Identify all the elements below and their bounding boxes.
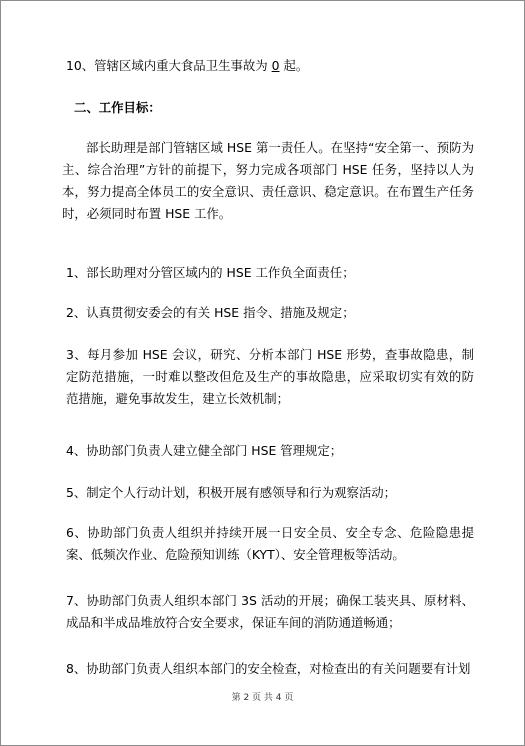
list-item-1: 1、部长助理对分管区域内的 HSE 工作负全面责任； (66, 265, 355, 280)
list-item-8: 8、协助部门负责人组织本部门的安全检查，对检查出的有关问题要有计划 (66, 661, 471, 676)
list-item-4: 4、协助部门负责人建立健全部门 HSE 管理规定； (66, 443, 343, 458)
list-item-6: 6、协助部门负责人组织并持续开展一日安全员、安全专念、危险隐患提案、低频次作业、危险预知训练（KYT）、安全管理板等活动。 (66, 525, 474, 562)
item-10-value: 0 (271, 58, 280, 73)
list-item-2: 2、认真贯彻安委会的有关 HSE 指令、措施及规定； (66, 305, 355, 320)
page-footer: 第 2 页 共 4 页 (231, 693, 294, 703)
list-item-5: 5、制定个人行动计划，积极开展有感领导和行为观察活动； (66, 485, 397, 500)
list-item-3: 3、每月参加 HSE 会议，研究、分析本部门 HSE 形势，查事故隐患，制定防范措施，一时难以整改但危及生产的事故隐患，应采取切实有效的防范措施，避免事故发生，建立长效机制； (66, 347, 474, 406)
intro-paragraph: 部长助理是部门管辖区域 HSE 第一责任人。在坚持“安全第一、预防为主、综合治理”方针的前提下，努力完成各项部门 HSE 任务，坚持以人为本，努力提高全体员工的安全意识、责任意识、稳定意识。在布置生产任务时，必须同时布置 HSE 工作。 (62, 140, 474, 221)
item-10 (66, 55, 474, 77)
list-item-7: 7、协助部门负责人组织本部门 3S 活动的开展；确保工装夹具、原材料、成品和半成品堆放符合安全要求，保证车间的消防通道畅通； (66, 593, 474, 630)
section-heading: 二、工作目标： (74, 100, 161, 115)
item-10-text: 10、管辖区域内重大食品卫生事故为 (66, 58, 268, 73)
item-10-suffix: 起。 (283, 58, 309, 73)
